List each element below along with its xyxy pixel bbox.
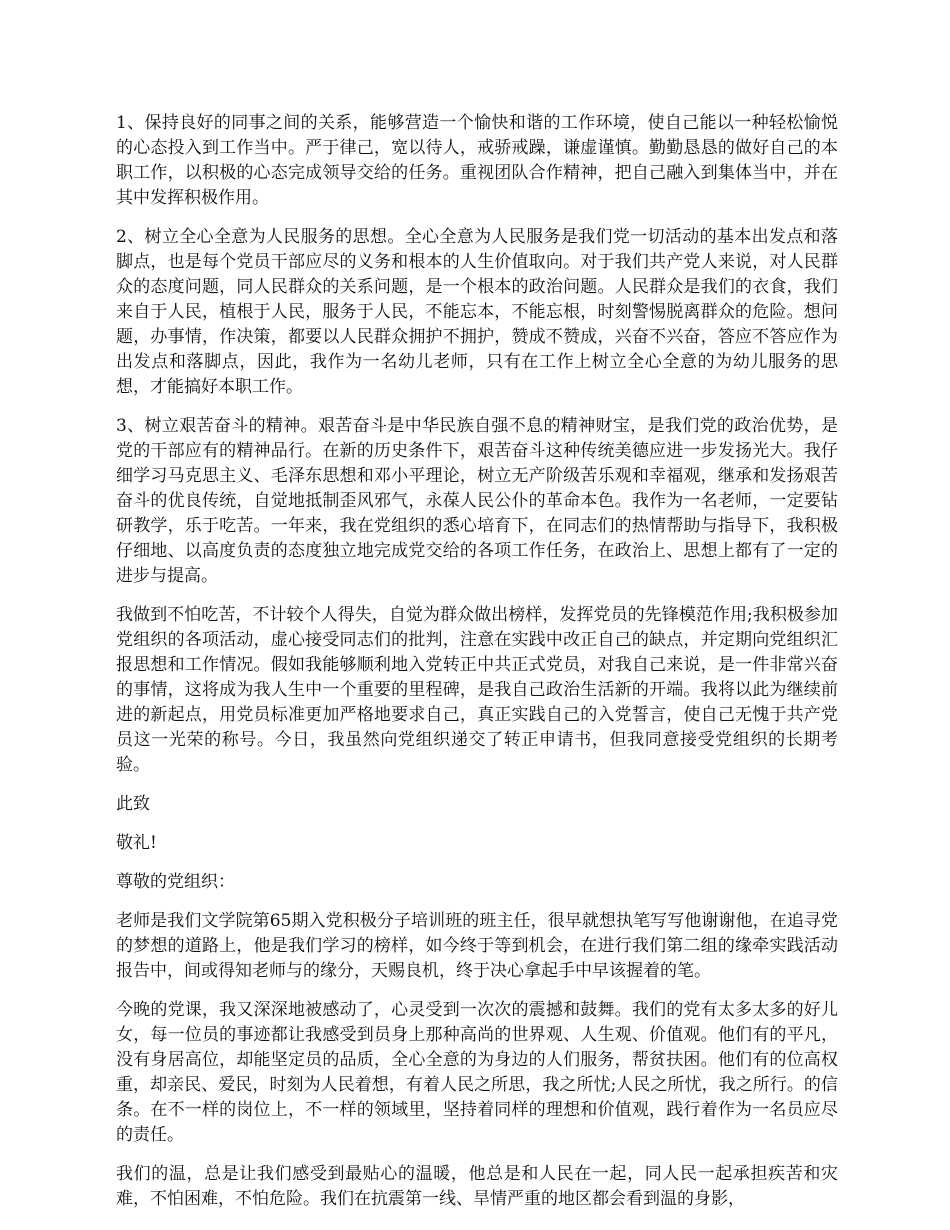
letter-greeting: 尊敬的党组织：: [116, 872, 235, 892]
paragraph-hard-work: 3、树立艰苦奋斗的精神。艰苦奋斗是中华民族自强不息的精神财宝，是我们党的政治优势，是党的干部应有的精神品行。在新的历史条件下，艰苦奋斗这种传统美德应进一步发扬光大。我仔细学习马克思主义、毛泽东思想和邓小平理论，树立无产阶级苦乐观和幸福观，继承和发扬艰苦奋斗的优良传统，自觉地抵制歪风邪气，永葆人民公仆的革命本色。我作为一名老师，一定要钻研教学，乐于吃苦。一年来，我在党组织的悉心培育下，在同志们的热情帮助与指导下，我积极仔细地、以高度负责的态度独立地完成党交给的各项工作任务，在政治上、思想上都有了一定的进步与提高。: [116, 416, 838, 586]
closing-respect: 敬礼!: [116, 833, 157, 853]
paragraph-serve-people: 2、树立全心全意为人民服务的思想。全心全意为人民服务是我们党一切活动的基本出发点和落脚点，也是每个党员干部应尽的义务和根本的人生价值取向。对于我们共产党人来说，对人民群众的态度问题，同人民群众的关系问题，是一个根本的政治问题。人民群众是我们的衣食，我们来自于人民，植根于人民，服务于人民，不能忘本，不能忘根，时刻警惕脱离群众的危险。想问题，办事情，作决策，都要以人民群众拥护不拥护，赞成不赞成，兴奋不兴奋，答应不答应作为出发点和落脚点，因此，我作为一名幼儿老师，只有在工作上树立全心全意的为幼儿服务的思想，才能搞好本职工作。: [116, 227, 838, 397]
paragraph-teacher: 老师是我们文学院第65期入党积极分子培训班的班主任，很早就想执笔写写他谢谢他，在追寻党的梦想的道路上，他是我们学习的榜样，如今终于等到机会，在进行我们第二组的缘牵实践活动报告中，间或得知老师与的缘分，天赐良机，终于决心拿起手中早该握着的笔。: [116, 911, 838, 981]
closing-salutation: 此致: [116, 794, 150, 814]
paragraph-colleague-relations: 1、保持良好的同事之间的关系，能够营造一个愉快和谐的工作环境，使自己能以一种轻松愉悦的心态投入到工作当中。严于律己，宽以待人，戒骄戒躁，谦虚谨慎。勤勤恳恳的做好自己的本职工作，以积极的心态完成领导交给的任务。重视团队合作精神，把自己融入到集体当中，并在其中发挥积极作用。: [116, 113, 838, 208]
paragraph-commitment: 我做到不怕吃苦，不计较个人得失，自觉为群众做出榜样，发挥党员的先锋模范作用;我积极参加党组织的各项活动，虚心接受同志们的批判，注意在实践中改正自己的缺点，并定期向党组织汇报思想和工作情况。假如我能够顺利地入党转正中共正式党员，对我自己来说，是一件非常兴奋的事情，这将成为我人生中一个重要的里程碑，是我自己政治生活新的开端。我将以此为继续前进的新起点，用党员标准更加严格地要求自己，真正实践自己的入党誓言，使自己无愧于共产党员这一光荣的称号。今日，我虽然向党组织递交了转正申请书，但我同意接受党组织的长期考验。: [116, 605, 838, 775]
document-body: [116, 111, 838, 1226]
paragraph-party-lesson: 今晚的党课，我又深深地被感动了，心灵受到一次次的震撼和鼓舞。我们的党有太多太多的好儿女，每一位员的事迹都让我感受到员身上那种高尚的世界观、人生观、价值观。他们有的平凡，没有身居高位，却能坚定员的品质，全心全意的为身边的人们服务，帮贫扶困。他们有的位高权重，却亲民、爱民，时刻为人民着想，有着人民之所思，我之所忧;人民之所忧，我之所行。的信条。在不一样的岗位上，不一样的领域里，坚持着同样的理想和价值观，践行着作为一名员应尽的责任。: [116, 1000, 838, 1145]
paragraph-warmth: 我们的温，总是让我们感受到最贴心的温暖，他总是和人民在一起，同人民一起承担疾苦和灾难，不怕困难，不怕危险。我们在抗震第一线、旱情严重的地区都会看到温的身影，: [116, 1164, 838, 1209]
